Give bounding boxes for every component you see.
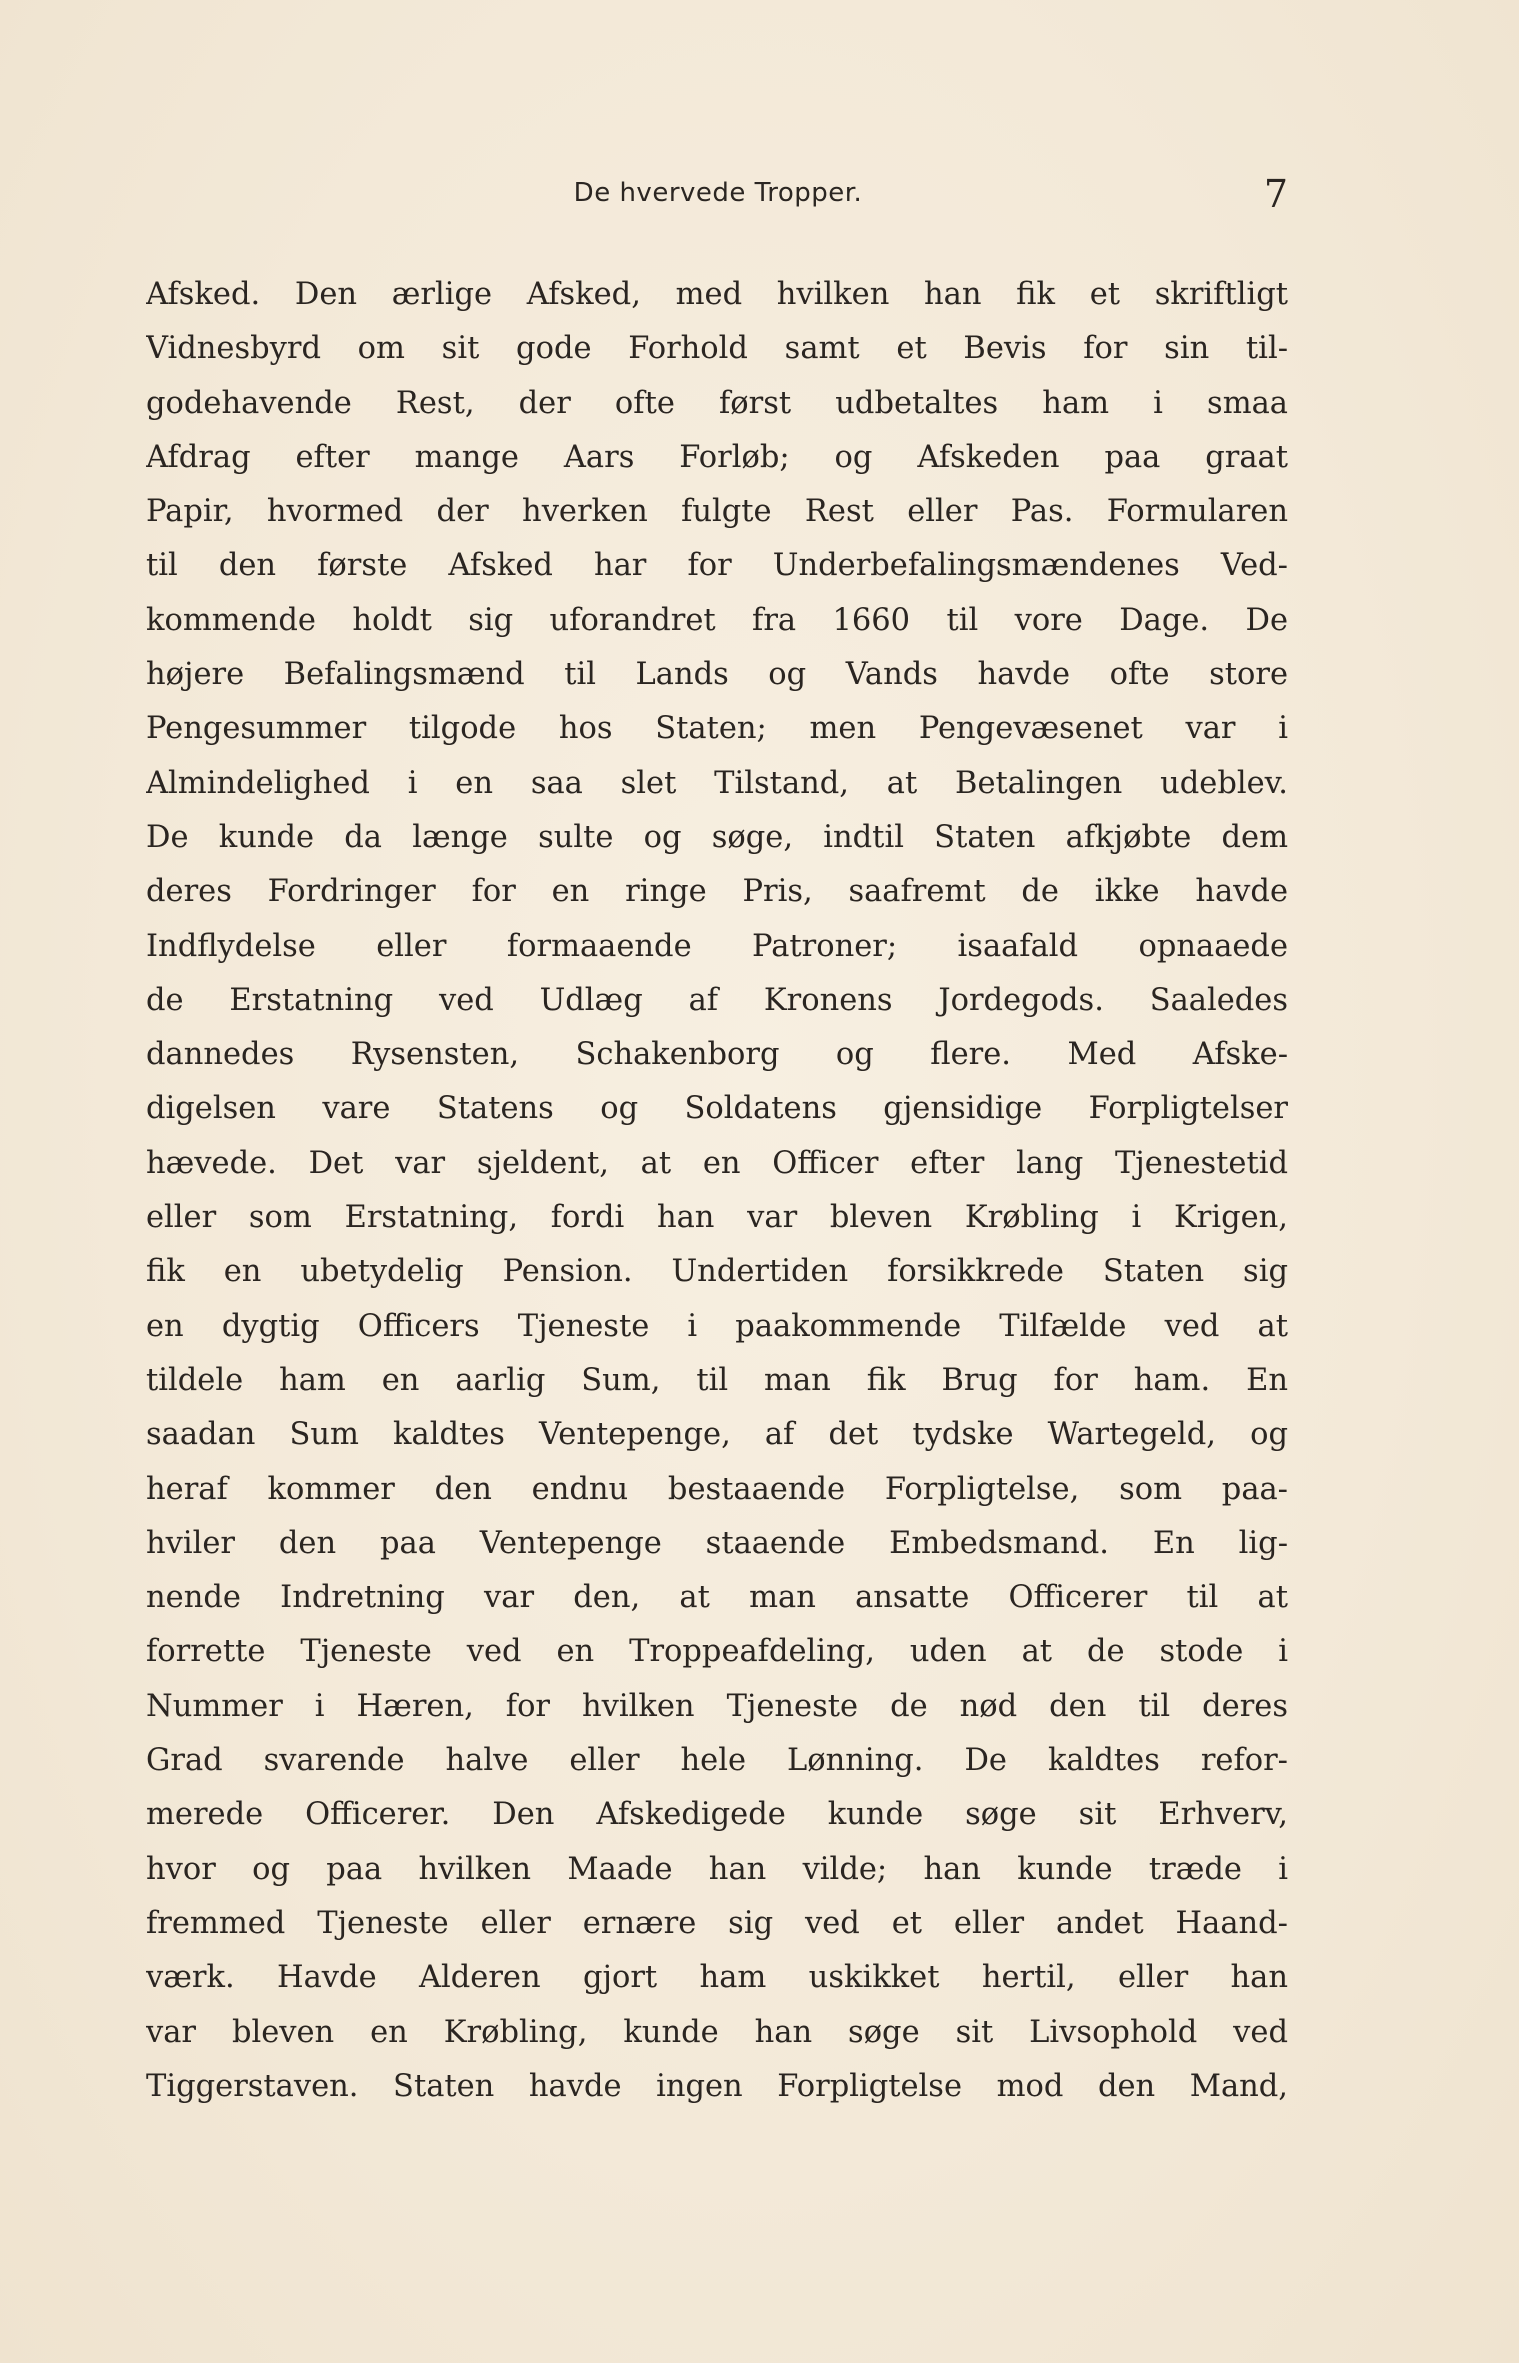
running-head [148, 174, 1288, 224]
text-line: de Erstatning ved Udlæg af Kronens Jordegods. Saaledes [146, 982, 1288, 1018]
text-line: nende Indretning var den, at man ansatte Officerer til at [146, 1580, 1288, 1616]
body-text [146, 268, 1288, 2114]
text-line: De kunde da længe sulte og søge, indtil Staten afkjøbte dem [146, 819, 1288, 855]
text-line: hviler den paa Ventepenge staaende Embedsmand. En lig- [146, 1525, 1288, 1561]
text-line: værk. Havde Alderen gjort ham uskikket hertil, eller han [146, 1960, 1288, 1996]
running-title: De hvervede Tropper. [573, 178, 863, 208]
text-line: deres Fordringer for en ringe Pris, saafremt de ikke havde [146, 874, 1288, 910]
text-line: fremmed Tjeneste eller ernære sig ved et eller andet Haand- [146, 1905, 1288, 1941]
text-line: Pengesummer tilgode hos Staten; men Pengevæsenet var i [146, 711, 1288, 747]
text-line: en dygtig Officers Tjeneste i paakommende Tilfælde ved at [146, 1308, 1288, 1344]
text-line: godehavende Rest, der ofte først udbetaltes ham i smaa [146, 385, 1288, 421]
text-line: Almindelighed i en saa slet Tilstand, at Betalingen udeblev. [146, 765, 1288, 801]
text-line: til den første Afsked har for Underbefalingsmændenes Ved- [146, 548, 1288, 584]
text-line: digelsen vare Statens og Soldatens gjensidige Forpligtelser [146, 1091, 1288, 1127]
text-line: heraf kommer den endnu bestaaende Forpligtelse, som paa- [146, 1471, 1288, 1507]
text-line: kommende holdt sig uforandret fra 1660 til vore Dage. De [146, 602, 1288, 638]
text-line: dannedes Rysensten, Schakenborg og flere. Med Afske- [146, 1037, 1288, 1073]
text-line: forrette Tjeneste ved en Troppeafdeling, uden at de stode i [146, 1634, 1288, 1670]
text-line: tildele ham en aarlig Sum, til man fik Brug for ham. En [146, 1362, 1288, 1398]
page-number: 7 [1263, 172, 1288, 216]
text-line: eller som Erstatning, fordi han var bleven Krøbling i Krigen, [146, 1200, 1288, 1236]
text-line: Indflydelse eller formaaende Patroner; isaafald opnaaede [146, 928, 1288, 964]
text-line: Afdrag efter mange Aars Forløb; og Afskeden paa graat [146, 439, 1288, 475]
text-line: højere Befalingsmænd til Lands og Vands havde ofte store [146, 657, 1288, 693]
text-line: merede Officerer. Den Afskedigede kunde søge sit Erhverv, [146, 1797, 1288, 1833]
text-line: saadan Sum kaldtes Ventepenge, af det tydske Wartegeld, og [146, 1417, 1288, 1453]
text-line: Vidnesbyrd om sit gode Forhold samt et Bevis for sin til- [146, 331, 1288, 367]
text-line: Papir, hvormed der hverken fulgte Rest eller Pas. Formularen [146, 494, 1288, 530]
text-line: Nummer i Hæren, for hvilken Tjeneste de nød den til deres [146, 1688, 1288, 1724]
text-line: Grad svarende halve eller hele Lønning. De kaldtes refor- [146, 1743, 1288, 1779]
text-line: Tiggerstaven. Staten havde ingen Forpligtelse mod den Mand, [146, 2068, 1288, 2104]
text-line: hvor og paa hvilken Maade han vilde; han kunde træde i [146, 1851, 1288, 1887]
text-line: Afsked. Den ærlige Afsked, med hvilken han fik et skriftligt [146, 277, 1288, 312]
text-line: fik en ubetydelig Pension. Undertiden forsikkrede Staten sig [146, 1254, 1288, 1290]
text-line: hævede. Det var sjeldent, at en Officer efter lang Tjenestetid [146, 1145, 1288, 1181]
text-line: var bleven en Krøbling, kunde han søge sit Livsophold ved [146, 2014, 1288, 2050]
